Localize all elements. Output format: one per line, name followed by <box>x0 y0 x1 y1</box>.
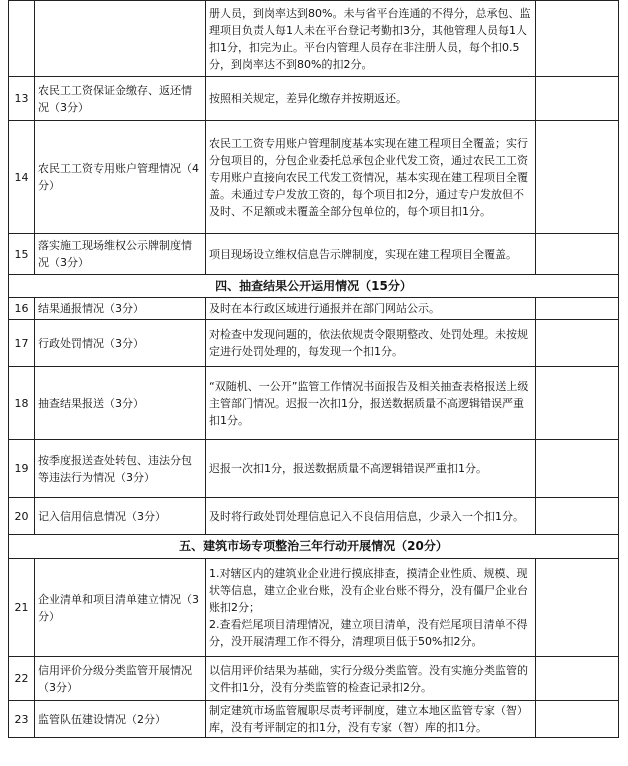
table-row <box>9 1 619 77</box>
item-number: 15 <box>9 234 35 275</box>
section-title: 五、建筑市场专项整治三年行动开展情况（20分） <box>9 535 619 559</box>
score-cell <box>536 320 619 367</box>
score-cell <box>536 1 619 77</box>
score-cell <box>536 367 619 440</box>
scoring-rule: 及时将行政处罚处理信息记入不良信用信息，少录入一个扣1分。 <box>206 498 536 535</box>
item-number: 22 <box>9 657 35 701</box>
score-cell <box>536 440 619 498</box>
scoring-rule: 以信用评价结果为基础，实行分级分类监管。没有实施分类监管的文件扣1分，没有分类监管的检查记录扣2分。 <box>206 657 536 701</box>
table-row <box>9 298 619 320</box>
item-name: 企业清单和项目清单建立情况（3分） <box>35 559 206 657</box>
item-number: 16 <box>9 298 35 320</box>
item-number: 17 <box>9 320 35 367</box>
scoring-rule: 农民工工资专用账户管理制度基本实现在建工程项目全覆盖；实行分包项目的，分包企业委托总承包企业代发工资，通过农民工工资专用账户直接向农民工代发工资情况，基本实现在建工程项目全覆盖。未通过专户发放工资的，每个项目扣2分，通过专户发放但不及时、不足额或未覆盖全部分包单位的，每个项目扣1分。 <box>206 121 536 234</box>
scoring-rule: 1.对辖区内的建筑业企业进行摸底排查，摸清企业性质、规模、现状等信息，建立企业台账，没有企业台账不得分，没有僵尸企业台账扣2分； 2.查看烂尾项目清理情况，建立项目清单，没有烂尾项目清单不得分，没开展清理工作不得分，清理项目低于50%扣2分。 <box>206 559 536 657</box>
section-header-row <box>9 275 619 298</box>
item-name: 抽查结果报送（3分） <box>35 367 206 440</box>
score-cell <box>536 121 619 234</box>
item-name: 农民工工资保证金缴存、返还情况（3分） <box>35 77 206 121</box>
scoring-rule: 及时在本行政区域进行通报并在部门网站公示。 <box>206 298 536 320</box>
item-name: 记入信用信息情况（3分） <box>35 498 206 535</box>
section-header-row <box>9 535 619 559</box>
item-number: 23 <box>9 701 35 738</box>
table-row <box>9 234 619 275</box>
table-row <box>9 121 619 234</box>
score-cell <box>536 701 619 738</box>
table-row <box>9 440 619 498</box>
score-cell <box>536 498 619 535</box>
item-name: 农民工工资专用账户管理情况（4分） <box>35 121 206 234</box>
item-number <box>9 1 35 77</box>
item-number: 14 <box>9 121 35 234</box>
scoring-rule: 按照相关规定，差异化缴存并按期返还。 <box>206 77 536 121</box>
item-number: 13 <box>9 77 35 121</box>
item-name <box>35 1 206 77</box>
scoring-rule: 册人员，到岗率达到80%。未与省平台连通的不得分，总承包、监理项目负责人每1人未在平台登记考勤扣3分，其他管理人员每1人扣1分，扣完为止。平台内管理人员存在非注册人员，每个扣0.5分，到岗率达不到80%的扣2分。 <box>206 1 536 77</box>
item-number: 21 <box>9 559 35 657</box>
scoring-rule: 项目现场设立维权信息告示牌制度，实现在建工程项目全覆盖。 <box>206 234 536 275</box>
table-row <box>9 657 619 701</box>
table-row <box>9 498 619 535</box>
table-row <box>9 320 619 367</box>
scoring-rule: 迟报一次扣1分，报送数据质量不高逻辑错误严重扣1分。 <box>206 440 536 498</box>
table-row <box>9 701 619 738</box>
item-number: 20 <box>9 498 35 535</box>
score-cell <box>536 234 619 275</box>
score-cell <box>536 77 619 121</box>
item-name: 监管队伍建设情况（2分） <box>35 701 206 738</box>
table-row <box>9 559 619 657</box>
score-cell <box>536 559 619 657</box>
item-name: 按季度报送查处转包、违法分包等违法行为情况（3分） <box>35 440 206 498</box>
item-number: 18 <box>9 367 35 440</box>
section-title: 四、抽查结果公开运用情况（15分） <box>9 275 619 298</box>
item-name: 信用评价分级分类监管开展情况（3分） <box>35 657 206 701</box>
item-name: 行政处罚情况（3分） <box>35 320 206 367</box>
assessment-table-page <box>8 0 618 738</box>
score-cell <box>536 298 619 320</box>
item-name: 结果通报情况（3分） <box>35 298 206 320</box>
table-row <box>9 77 619 121</box>
scoring-rule: “双随机、一公开”监管工作情况书面报告及相关抽查表格报送上级主管部门情况。迟报一次扣1分，报送数据质量不高逻辑错误严重扣1分。 <box>206 367 536 440</box>
item-name: 落实施工现场维权公示牌制度情况（3分） <box>35 234 206 275</box>
scoring-rule: 对检查中发现问题的，依法依规责令限期整改、处罚处理。未按规定进行处罚处理的，每发现一个扣1分。 <box>206 320 536 367</box>
score-cell <box>536 657 619 701</box>
assessment-table <box>8 0 619 738</box>
scoring-rule: 制定建筑市场监管履职尽责考评制度，建立本地区监管专家（智）库，没有考评制定的扣1分，没有专家（智）库的扣1分。 <box>206 701 536 738</box>
item-number: 19 <box>9 440 35 498</box>
assessment-table-body <box>9 1 619 738</box>
table-row <box>9 367 619 440</box>
